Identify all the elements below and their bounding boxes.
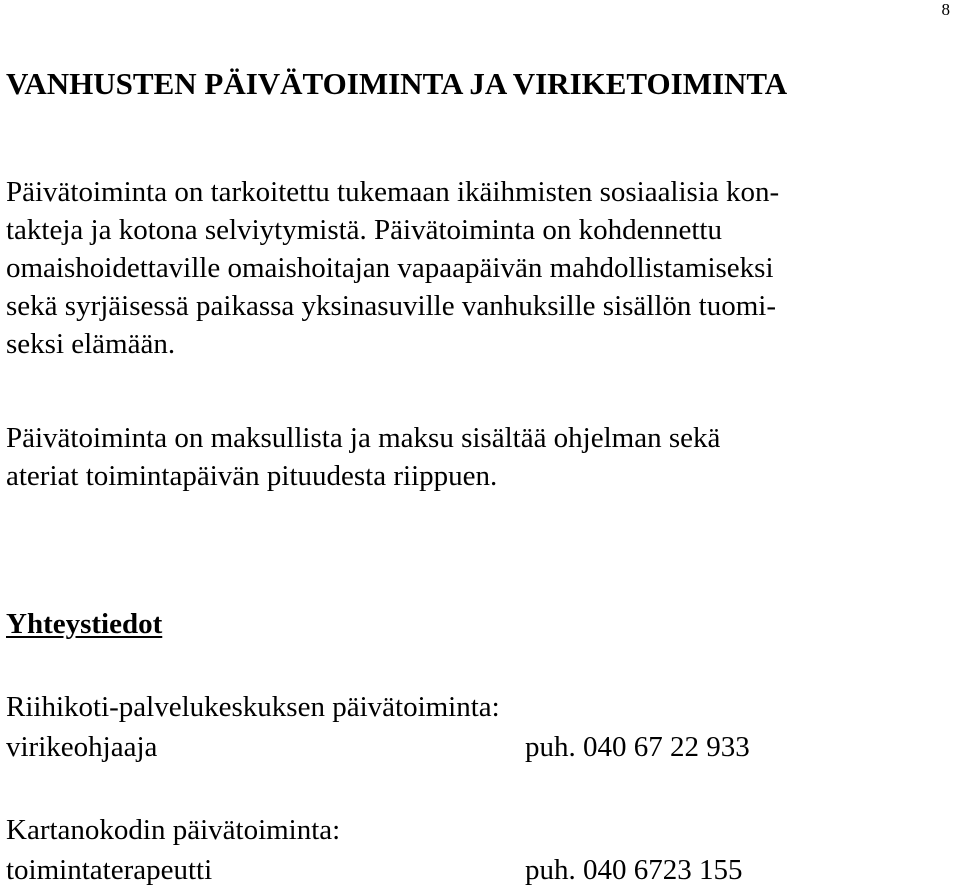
paragraph-line: ateriat toimintapäivän pituudesta riippuen.	[6, 460, 498, 492]
paragraph-line: seksi elämään.	[6, 328, 176, 360]
contact-entry-riihikoti	[6, 687, 956, 767]
contact-row	[6, 727, 956, 767]
contact-place: Kartanokodin päivätoiminta:	[6, 814, 341, 846]
paragraph-line: Päivätoiminta on tarkoitettu tukemaan ikäihmisten sosiaalisia kon-	[6, 176, 780, 208]
page-number: 8	[941, 0, 950, 19]
paragraph-line: Päivätoiminta on maksullista ja maksu sisältää ohjelman sekä	[6, 422, 721, 454]
contact-row	[6, 850, 956, 890]
contact-entry-kartanokoti	[6, 810, 956, 890]
contact-role: virikeohjaaja	[6, 731, 158, 763]
page-title: VANHUSTEN PÄIVÄTOIMINTA JA VIRIKETOIMINTA	[6, 66, 788, 101]
contact-phone: puh. 040 67 22 933	[525, 731, 750, 763]
contact-place: Riihikoti-palvelukeskuksen päivätoiminta:	[6, 691, 500, 723]
intro-paragraph	[6, 173, 956, 363]
fee-paragraph	[6, 419, 956, 495]
paragraph-line: sekä syrjäisessä paikassa yksinasuville vanhuksille sisällön tuomi-	[6, 290, 776, 322]
contact-role: toimintaterapeutti	[6, 854, 213, 886]
contact-phone: puh. 040 6723 155	[525, 854, 743, 886]
paragraph-line: takteja ja kotona selviytymistä. Päivätoiminta on kohdennettu	[6, 214, 722, 246]
paragraph-line: omaishoidettaville omaishoitajan vapaapäivän mahdollistamiseksi	[6, 252, 774, 284]
contacts-heading: Yhteystiedot	[6, 608, 163, 640]
